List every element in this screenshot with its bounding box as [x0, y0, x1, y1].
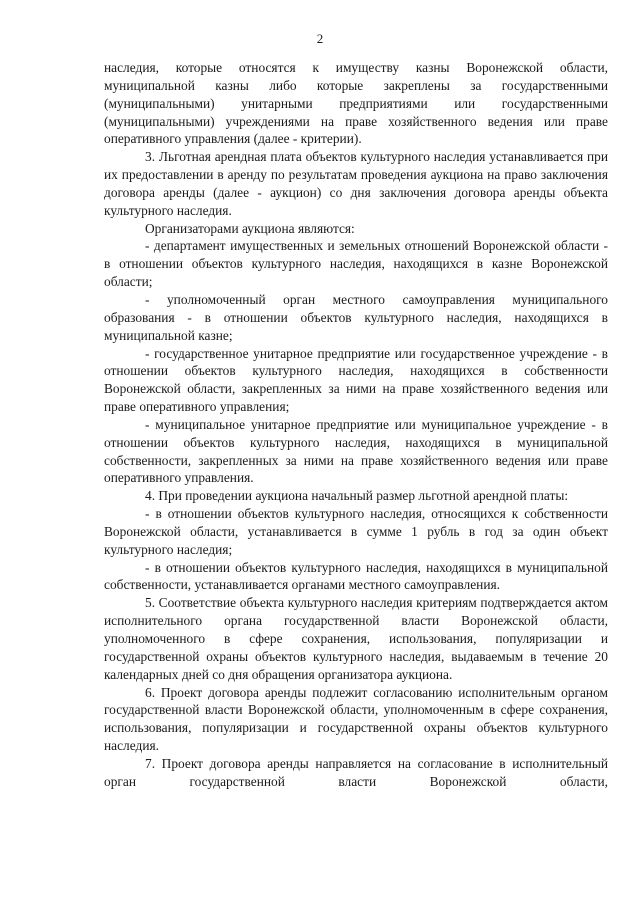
list-item-department: - департамент имущественных и земельных отношений Воронежской области - в отношении объектов культурного наследия, находящихся в казне Воронежской области;	[104, 238, 608, 290]
list-item-regional-property-rent: - в отношении объектов культурного наследия, относящихся к собственности Воронежской области, устанавливается в сумме 1 рубль в год за один объект культурного наследия;	[104, 506, 608, 557]
page-number: 2	[316, 31, 324, 46]
list-item-municipal-property-rent: - в отношении объектов культурного наследия, находящихся в муниципальной собственности, устанавливается органами местного самоуправления.	[104, 559, 608, 593]
paragraph-organizers-heading: Организаторами аукциона являются:	[145, 220, 355, 236]
list-item-municipal-enterprise: - муниципальное унитарное предприятие или муниципальное учреждение - в отношении объектов культурного наследия, находящихся в муниципальной собственности, закрепленных за ними на праве хозяйственного ведения или праве оперативного управления.	[104, 416, 608, 486]
list-item-state-enterprise: - государственное унитарное предприятие или государственное учреждение - в отношении объектов культурного наследия, находящихся в собственности Воронежской области, закрепленных за ними на праве хозяйственного ведения или праве оперативного управления;	[104, 345, 608, 415]
paragraph-item-6: 6. Проект договора аренды подлежит согласованию исполнительным органом государственной власти Воронежской области, уполномоченным в сфере сохранения, использования, популяризации и государственной охраны объектов культурного наследия.	[104, 684, 608, 754]
paragraph-item-7: 7. Проект договора аренды направляется на согласование в исполнительный орган государственной власти Воронежской области,	[104, 755, 608, 789]
list-item-municipal-authority: - уполномоченный орган местного самоуправления муниципального образования - в отношении объектов культурного наследия, находящихся в муниципальной казне;	[104, 291, 608, 343]
paragraph-criteria-continuation: наследия, которые относятся к имуществу казны Воронежской области, муниципальной казны либо которые закреплены за государственными (муниципальными) унитарными предприятиями или государственными (муниципальными) учреждениями на праве хозяйственного ведения или праве оперативного управления (далее - критерии).	[104, 60, 608, 147]
paragraph-item-4: 4. При проведении аукциона начальный размер льготной арендной платы:	[145, 488, 569, 504]
paragraph-item-5: 5. Соответствие объекта культурного наследия критериям подтверждается актом исполнительного органа государственной власти Воронежской области, уполномоченного в сфере сохранения, использования, популяризации и государственной охраны объектов культурного наследия, выдаваемым в течение 20 календарных дней со дня обращения организатора аукциона.	[104, 595, 608, 682]
document-body	[104, 59, 608, 791]
paragraph-item-3: 3. Льготная арендная плата объектов культурного наследия устанавливается при их предоставлении в аренду по результатам проведения аукциона на право заключения договора аренды (далее - аукцион) со дня заключения договора аренды объекта культурного наследия.	[104, 149, 608, 218]
